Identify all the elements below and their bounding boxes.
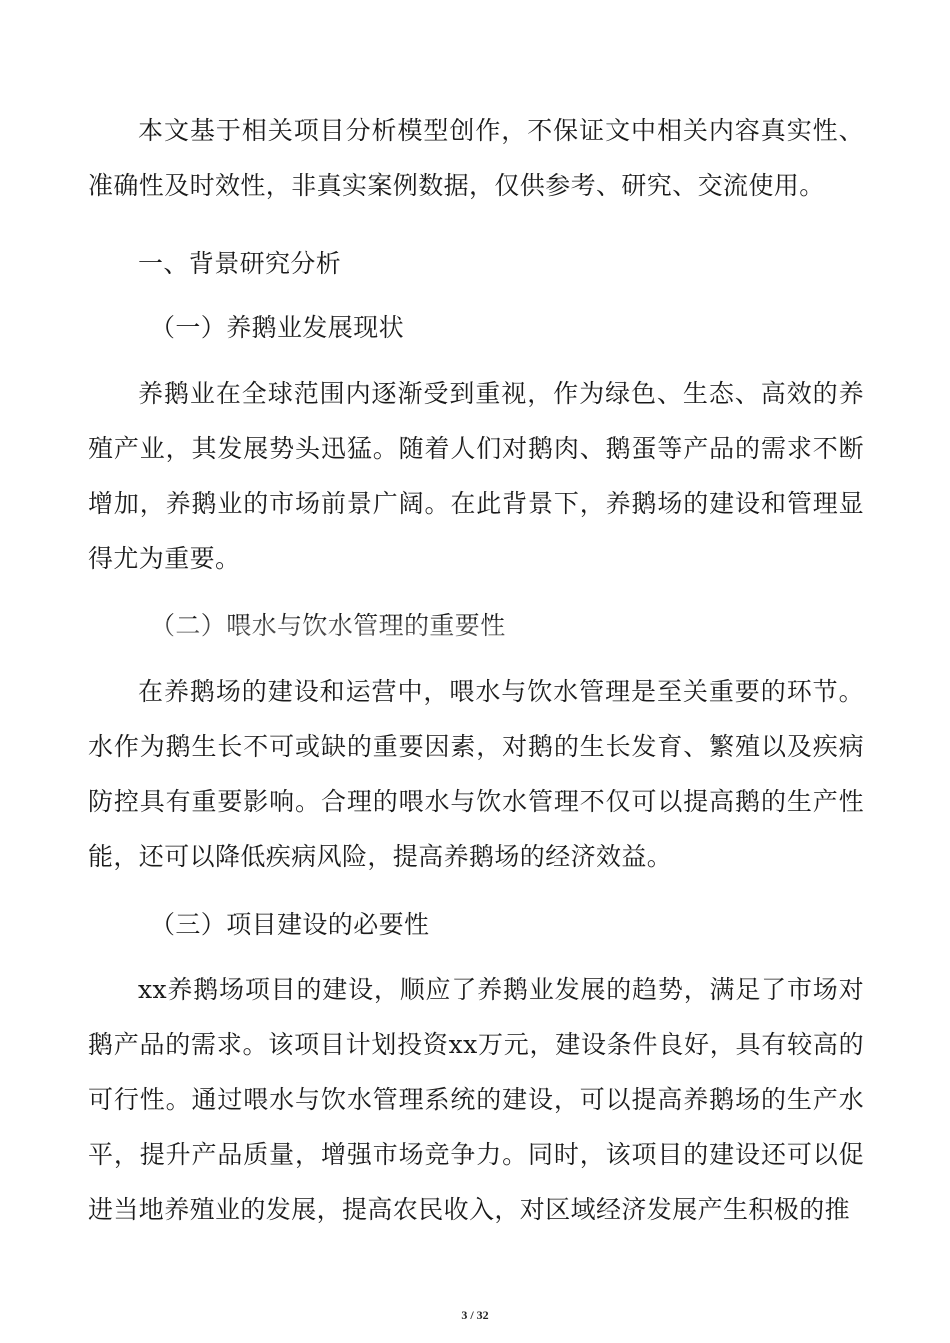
subsection-title-3: （三）项目建设的必要性 — [150, 910, 430, 939]
subsection-body-2: 在养鹅场的建设和运营中，喂水与饮水管理是至关重要的环节。水作为鹅生长不可或缺的重要因素，对鹅的生长发育、繁殖以及疾病防控具有重要影响。合理的喂水与饮水管理不仅可以提高鹅的生产性能，还可以降低疾病风险，提高养鹅场的经济效益。 — [88, 677, 864, 871]
subsection-body-1: 养鹅业在全球范围内逐渐受到重视，作为绿色、生态、高效的养殖产业，其发展势头迅猛。随着人们对鹅肉、鹅蛋等产品的需求不断增加，养鹅业的市场前景广阔。在此背景下，养鹅场的建设和管理显得尤为重要。 — [88, 379, 864, 573]
subsection-title-2: （二）喂水与饮水管理的重要性 — [150, 611, 506, 640]
section-title: 一、背景研究分析 — [138, 249, 342, 278]
disclaimer-paragraph: 本文基于相关项目分析模型创作，不保证文中相关内容真实性、准确性及时效性，非真实案例数据，仅供参考、研究、交流使用。 — [88, 116, 864, 200]
subsection-body-3: xx养鹅场项目的建设，顺应了养鹅业发展的趋势，满足了市场对鹅产品的需求。该项目计划投资xx万元，建设条件良好，具有较高的可行性。通过喂水与饮水管理系统的建设，可以提高养鹅场的生产水平，提升产品质量，增强市场竞争力。同时，该项目的建设还可以促进当地养殖业的发展，提高农民收入，对区域经济发展产生积极的推 — [88, 975, 864, 1224]
page-number: 3 / 32 — [461, 1308, 489, 1322]
subsection-title-1: （一）养鹅业发展现状 — [150, 313, 405, 342]
